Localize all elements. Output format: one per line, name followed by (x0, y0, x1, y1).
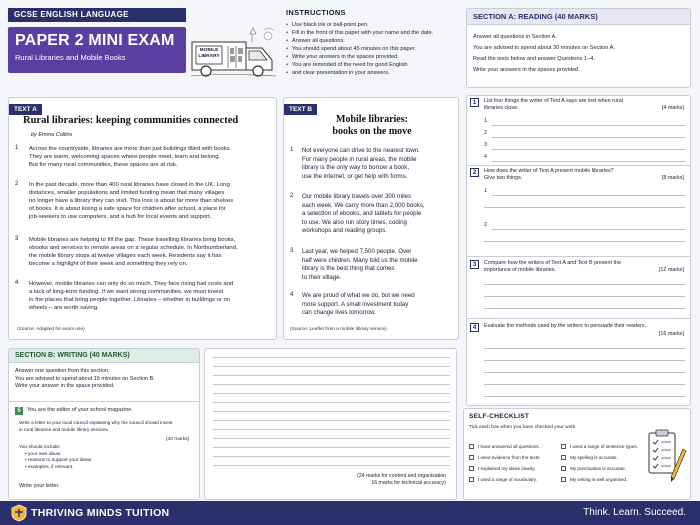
question-1-text (484, 98, 623, 113)
answer-line[interactable] (492, 149, 685, 150)
subject-banner: GCSE ENGLISH LANGUAGE (8, 8, 186, 22)
question-number-4: 4 (470, 323, 479, 332)
writing-line[interactable] (213, 366, 450, 367)
mark-breakdown (357, 473, 446, 487)
text-b-source: (Source: Leaflet from a mobile library service) (290, 327, 387, 332)
writing-line[interactable] (213, 375, 450, 376)
text-line: Mobile libraries are helping to fill the gap. These travelling libraries bring books, (29, 237, 236, 243)
answer-line[interactable] (492, 195, 685, 196)
paragraph-number: 3 (290, 248, 294, 254)
task-line: in rural libraries and mobile library services. (19, 426, 110, 432)
question-line: How does the writer of Text A present mobile libraries? (484, 168, 614, 174)
question-number-3: 3 (470, 260, 479, 269)
question-number-1: 1 (470, 98, 479, 107)
writing-line[interactable] (213, 465, 450, 466)
checklist-checkbox[interactable] (561, 444, 566, 449)
answer-label: 2 (484, 222, 487, 228)
checklist-title: SELF-CHECKLIST (469, 413, 530, 420)
answer-line[interactable] (484, 384, 685, 385)
brand-name: THRIVING MINDS TUITION (31, 507, 170, 519)
text-line: more support. A small investment today (302, 300, 409, 308)
question-3-marks: [12 marks] (658, 267, 684, 273)
instructions-list (286, 21, 458, 77)
answer-line[interactable] (484, 241, 685, 242)
instructions-title: INSTRUCTIONS (286, 8, 346, 17)
text-line: Not everyone can drive to the nearest town. (302, 147, 420, 154)
text-b-paragraph-4 (302, 292, 415, 318)
question-divider (467, 318, 690, 319)
text-line: can change lives tomorrow. (302, 309, 376, 317)
include-heading: You should include: (19, 445, 61, 450)
answer-label: 4 (484, 154, 487, 160)
question-3-text (484, 260, 621, 275)
checklist-item: I have answered all questions. (478, 444, 540, 449)
instructions-box (286, 8, 458, 96)
text-a-source: (Source: Adapted for exam use) (17, 327, 85, 332)
text-a-paragraph-3 (29, 236, 238, 268)
section-b-line: You are advised to spend about 15 minutes on Section B. (15, 375, 155, 382)
answer-line[interactable] (484, 372, 685, 373)
section-a-line: Answer all questions in Section A. (473, 34, 557, 40)
question-line: Compare how the writers of Text A and Text B present the (484, 260, 622, 266)
text-line: We are proud of what we do, but we need (302, 292, 415, 299)
answer-line[interactable] (484, 296, 685, 297)
question-5-role: You are the editor of your school magazine. (27, 407, 133, 413)
answer-line[interactable] (484, 360, 685, 361)
writing-line[interactable] (213, 393, 450, 394)
answer-line[interactable] (492, 137, 685, 138)
answer-line[interactable] (484, 308, 685, 309)
question-divider (467, 165, 690, 166)
include-item-text: examples, if relevant. (28, 465, 74, 471)
paragraph-number: 4 (290, 292, 294, 298)
question-4-marks: [16 marks] (658, 331, 684, 337)
text-b-paragraph-1 (302, 147, 420, 181)
clipboard-pencil-icon (645, 427, 687, 485)
text-a-paragraph-1 (29, 145, 231, 169)
text-line: Last year, we helped 7,500 people. Over (302, 248, 412, 255)
checklist-checkbox[interactable] (561, 455, 566, 460)
answer-label: 3 (484, 142, 487, 148)
text-a-byline: by Emma Collins (31, 132, 73, 138)
answer-line[interactable] (492, 229, 685, 230)
text-line: half were children. Many told us the mobile (302, 256, 418, 264)
question-number-2: 2 (470, 168, 479, 177)
text-line: become a highlight of their week and something they rely on. (29, 261, 188, 268)
checklist-item: My spelling is accurate. (570, 455, 618, 460)
paragraph-number: 1 (290, 147, 294, 153)
text-a-title: Rural libraries: keeping communities connected (23, 115, 239, 126)
writing-area[interactable] (204, 348, 457, 500)
checklist-item: I used a range of sentence types. (570, 444, 638, 449)
question-5-marks: [40 marks] (166, 437, 189, 442)
question-2-marks: [8 marks] (661, 175, 684, 181)
include-list (19, 445, 91, 472)
instruction-item: • You are reminded of the need for good English (286, 61, 458, 69)
paragraph-number: 4 (15, 280, 19, 286)
title-banner (8, 27, 186, 73)
writing-line[interactable] (213, 384, 450, 385)
text-a-tag: TEXT A (9, 104, 42, 115)
section-b-box (8, 348, 200, 500)
question-5-closing: Write your letter. (19, 483, 60, 489)
paragraph-number: 1 (15, 145, 19, 151)
writing-line[interactable] (213, 411, 450, 412)
section-a-title: SECTION A: READING (40 MARKS) (467, 9, 690, 25)
text-b-paragraph-3 (302, 248, 418, 282)
question-4-text (484, 323, 646, 330)
footer-bar (0, 501, 700, 525)
answer-label: 1 (484, 188, 487, 194)
van-sign-line: LIBRARY (198, 54, 220, 59)
checklist-item: I used a range of vocabulary. (478, 477, 537, 482)
van-sign-line: MOBILE (199, 48, 219, 53)
instruction-item: • You should spend about 45 minutes on this paper. (286, 45, 458, 53)
include-item-text: reasons to support your ideas (28, 458, 92, 464)
answer-label: 1 (484, 118, 487, 124)
checklist-checkbox[interactable] (469, 477, 474, 482)
title-line: Mobile libraries: (336, 114, 408, 125)
include-item: • your own ideas (25, 451, 61, 457)
text-line: workshops and reading groups. (302, 227, 388, 235)
question-divider (467, 256, 690, 257)
instruction-item: • Fill in the front of this paper with your name and the date. (286, 29, 458, 37)
answer-line[interactable] (484, 348, 685, 349)
checklist-checkbox[interactable] (469, 466, 474, 471)
writing-line[interactable] (213, 456, 450, 457)
text-line: the mobile library stops at twelve villages each week. Residents say it has (29, 253, 222, 260)
text-line: But for many rural communities, these spaces are at risk. (29, 162, 178, 169)
mark-breakdown-line: 16 marks for technical accuracy) (371, 480, 446, 486)
text-a-paragraph-4 (29, 280, 233, 312)
writing-line[interactable] (213, 402, 450, 403)
checklist-checkbox[interactable] (469, 444, 474, 449)
instruction-item: • Answer all questions. (286, 37, 458, 45)
van-sign (197, 48, 221, 60)
self-checklist (463, 408, 691, 500)
paragraph-number: 3 (15, 236, 19, 242)
section-b-line: Answer one question from this section. (15, 368, 110, 374)
text-a-paragraph-2 (29, 181, 233, 221)
question-line: Evaluate the methods used by the writers to persuade their readers. (484, 323, 647, 329)
answer-line[interactable] (492, 125, 685, 126)
section-divider (9, 401, 199, 402)
section-a-line: Write your answers in the spaces provided. (473, 67, 580, 73)
writing-line[interactable] (213, 438, 450, 439)
text-line: ebooks and services to remote areas on a regular schedule. In Northumberland, (29, 245, 238, 252)
paragraph-number: 2 (15, 181, 19, 187)
text-line: a lack of long-term funding. If we want strong communities, we must invest (29, 289, 224, 296)
section-a-box (466, 8, 691, 88)
instruction-item: • and clear presentation in your answers. (286, 69, 458, 77)
text-line: library is the only way to borrow a book, (302, 164, 410, 172)
include-item: • reasons to support your ideas (25, 458, 92, 464)
section-a-line: Read the texts below and answer Questions 1–4. (473, 56, 595, 62)
writing-line[interactable] (213, 420, 450, 421)
checklist-item: I explained my ideas clearly. (478, 466, 536, 471)
writing-line[interactable] (213, 357, 450, 358)
question-5-task (19, 420, 172, 433)
paragraph-number: 2 (290, 193, 294, 199)
brand-crest-icon (10, 504, 28, 522)
text-b-panel (283, 97, 459, 340)
text-line: a selection of ebooks, and tablets for people (302, 210, 422, 218)
section-b-title: SECTION B: WRITING (40 MARKS) (9, 349, 199, 363)
text-line: They are warm, welcoming spaces where people meet, learn and belong. (29, 154, 221, 161)
text-line: of books. It is about losing a safe space for children after school, a place for (29, 206, 226, 213)
question-line: Give two things. (484, 175, 523, 182)
text-b-tag: TEXT B (284, 104, 317, 115)
include-item: • examples, if relevant. (25, 465, 74, 471)
checklist-checkbox[interactable] (561, 477, 566, 482)
checklist-checkbox[interactable] (561, 466, 566, 471)
writing-line[interactable] (213, 447, 450, 448)
question-line: libraries close. (484, 105, 519, 112)
text-line: library is the best thing that comes (302, 265, 395, 273)
answer-line[interactable] (492, 161, 685, 162)
answer-line[interactable] (484, 284, 685, 285)
questions-panel (466, 95, 691, 406)
text-b-paragraph-2 (302, 193, 425, 236)
question-line: importance of mobile libraries. (484, 267, 556, 274)
text-line: no longer have a library they can visit. This loss is about far more than shelves (29, 198, 234, 205)
text-line: each week. We carry more than 2,000 books, (302, 201, 425, 209)
title-line: books on the move (332, 126, 412, 137)
include-item-text: your own ideas (28, 451, 61, 457)
page-title: PAPER 2 MINI EXAM (15, 32, 175, 49)
checklist-item: My punctuation is accurate. (570, 466, 626, 471)
text-line: In the past decade, more than 400 rural libraries have closed in the UK. Long (29, 182, 230, 188)
page-subtitle: Rural Libraries and Mobile Books (15, 53, 126, 62)
text-line: However, mobile libraries can only do so much. They face rising fuel costs and (29, 281, 234, 287)
question-number-5: 5 (15, 407, 23, 415)
checklist-item: I used evidence from the texts. (478, 455, 541, 460)
text-line: distances, smaller populations and limited funding mean that many villages (29, 190, 225, 197)
text-line: Our mobile library travels over 300 miles (302, 193, 412, 200)
checklist-item: My writing is well organised. (570, 477, 628, 482)
section-a-line: You are advised to spend about 30 minutes on Section A. (473, 45, 615, 51)
writing-line[interactable] (213, 429, 450, 430)
task-line: Write a letter to your local council explaining why the council should invest (19, 420, 173, 425)
text-line: job-seekers to use computers, and a hub for local events and support. (29, 214, 212, 221)
text-b-title (284, 114, 460, 138)
instruction-item: • Write your answers in the spaces provided. (286, 53, 458, 61)
text-a-panel (8, 97, 277, 340)
answer-label: 2 (484, 130, 487, 136)
text-line: in the places that bring people together. Libraries – whether in buildings or on (29, 297, 231, 304)
checklist-checkbox[interactable] (469, 455, 474, 460)
question-2-text (484, 168, 614, 183)
text-line: to use. We also run story times, coding (302, 218, 407, 226)
mark-breakdown-line: (24 marks for content and organisation (357, 473, 446, 479)
question-1-marks: [4 marks] (661, 105, 684, 111)
instruction-item: • Use black ink or ball-point pen. (286, 21, 458, 29)
answer-line[interactable] (484, 396, 685, 397)
section-b-line: Write your answer in the space provided. (15, 383, 115, 389)
text-line: wheels – are worth saving. (29, 305, 99, 312)
brand-slogan: Think. Learn. Succeed. (583, 507, 686, 518)
answer-line[interactable] (484, 207, 685, 208)
checklist-subtitle: Tick each box when you have checked your work. (469, 425, 577, 430)
text-line: to their village. (302, 273, 342, 281)
text-line: For many people in rural areas, the mobile (302, 155, 417, 163)
text-line: Across the countryside, libraries are more than just buildings filled with books. (29, 146, 232, 152)
question-line: List four things the writer of Text A says are lost when rural (484, 98, 623, 104)
section-b-instructions (15, 368, 155, 391)
text-line: use the internet, or get help with forms. (302, 172, 408, 180)
